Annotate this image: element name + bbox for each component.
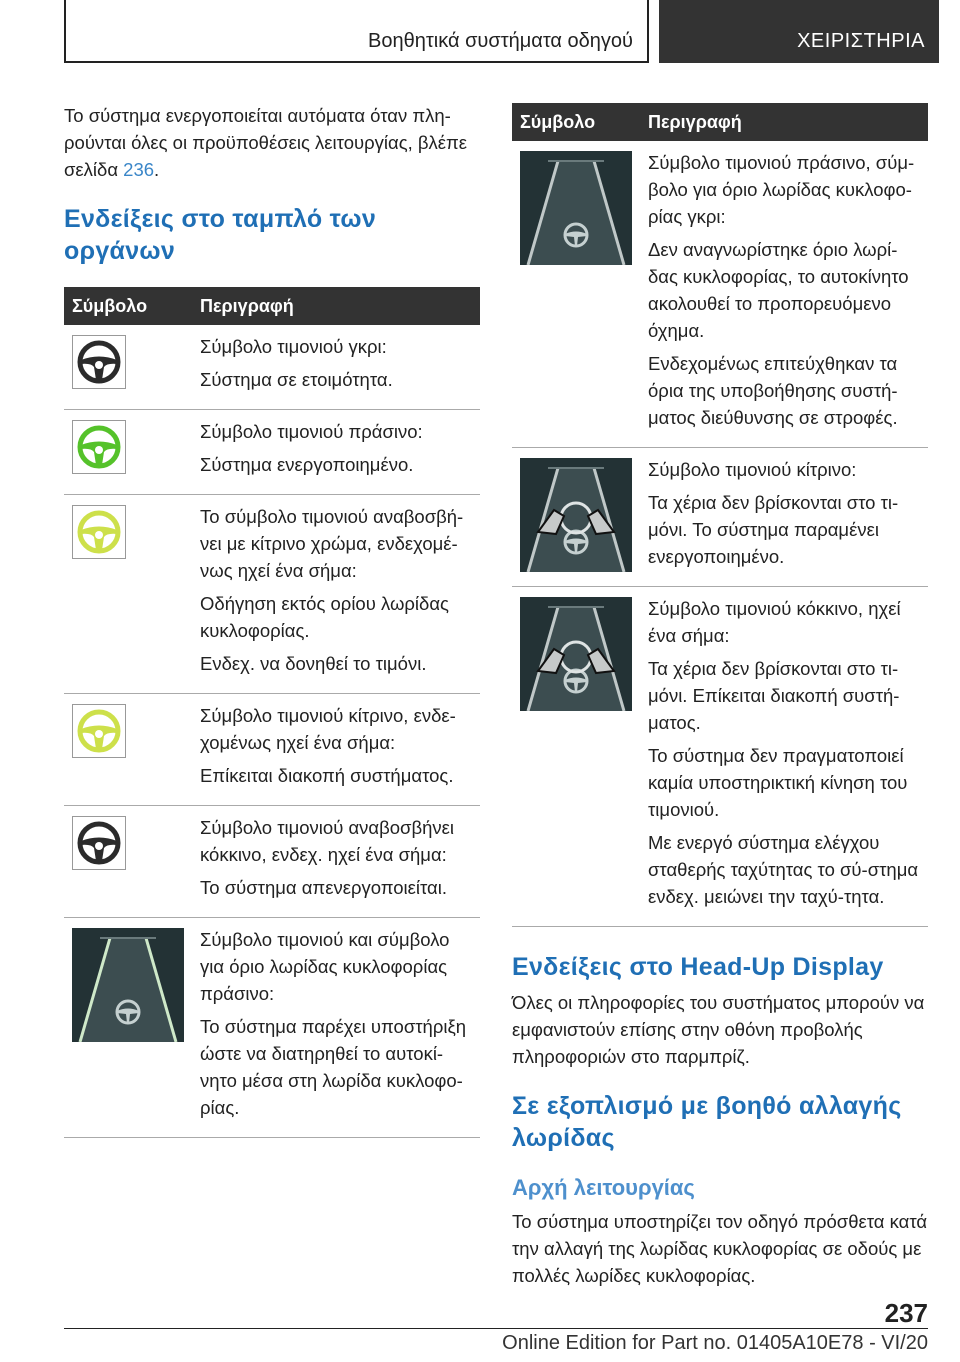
instrument-symbol-table-continued [512, 103, 928, 927]
description-line: Σύστημα ενεργοποιημένο. [200, 454, 414, 475]
intro-text: Το σύστημα ενεργοποιείται αυτόματα όταν πλη-ρούνται όλες οι προϋποθέσεις λειτουργίας, βλέπε σελίδα [64, 105, 468, 180]
description-line: Σύμβολο τιμονιού πράσινο: [200, 421, 423, 442]
steering-wheel-yellow-icon [72, 704, 184, 758]
table-row [64, 325, 480, 410]
description-cell [640, 141, 928, 448]
lane-screen-green-icon [72, 928, 184, 1042]
column-header-symbol: Σύμβολο [512, 103, 640, 141]
instrument-symbol-table [64, 287, 480, 1138]
description-line: Επίκειται διακοπή συστήματος. [200, 765, 454, 786]
table-row [64, 410, 480, 495]
description-line: Το σύστημα απενεργοποιείται. [200, 877, 447, 898]
intro-end: . [154, 159, 160, 180]
description-cell [640, 448, 928, 587]
description-line: Σύμβολο τιμονιού κίτρινο: [648, 459, 857, 480]
description-line: Τα χέρια δεν βρίσκονται στο τι-μόνι. Το σύστημα παραμένει ενεργοποιημένο. [648, 492, 899, 567]
steering-wheel-grey-icon [72, 335, 184, 389]
principle-text: Το σύστημα υποστηρίζει τον οδηγό πρόσθετα κατά την αλλαγή της λωρίδας κυκλοφορίας σε οδούς με πολλές λωρίδες κυκλοφορίας. [512, 1211, 928, 1286]
description-line: Με ενεργό σύστημα ελέγχου σταθερής ταχύτητας το σύ-στημα ενδεχ. μειώνει την ταχύ-τητα. [648, 832, 919, 907]
description-line: Το σύστημα παρέχει υποστήριξη ώστε να διατηρηθεί το αυτοκί-νητο μέσα στη λωρίδα κυκλοφο-ρίας. [200, 1016, 467, 1118]
description-line: Σύμβολο τιμονιού κόκκινο, ηχεί ένα σήμα: [648, 598, 901, 646]
instrument-cluster-heading: Ενδείξεις στο ταμπλό των οργάνων [64, 205, 377, 265]
description-line: Οδήγηση εκτός ορίου λωρίδας κυκλοφορίας. [200, 593, 449, 641]
table-row [512, 587, 928, 927]
table-row [64, 806, 480, 918]
footer-rule [64, 1328, 928, 1329]
symbol-cell [64, 918, 192, 1138]
column-header-description: Περιγραφή [192, 287, 480, 325]
principle-heading: Αρχή λειτουργίας [512, 1175, 695, 1200]
description-line: Ενδεχ. να δονηθεί το τιμόνι. [200, 653, 427, 674]
header-chapter-tab [659, 0, 939, 63]
table-row [64, 694, 480, 806]
table-row [64, 918, 480, 1138]
symbol-cell [512, 587, 640, 927]
symbol-cell [64, 495, 192, 694]
column-header-symbol: Σύμβολο [64, 287, 192, 325]
symbol-cell [512, 448, 640, 587]
symbol-cell [64, 694, 192, 806]
lane-screen-grey-icon [520, 151, 632, 265]
lane-change-heading: Σε εξοπλισμό με βοηθό αλλαγής λωρίδας [512, 1092, 902, 1152]
symbol-cell [64, 806, 192, 918]
description-line: Το σύμβολο τιμονιού αναβοσβή-νει με κίτρινο χρώμα, ενδεχομέ-νως ηχεί ένα σήμα: [200, 506, 464, 581]
intro-paragraph [64, 102, 480, 183]
symbol-cell [64, 410, 192, 495]
description-cell [192, 325, 480, 410]
description-line: Σύμβολο τιμονιού γκρι: [200, 336, 387, 357]
description-line: Σύμβολο τιμονιού και σύμβολο για όριο λωρίδας κυκλοφορίας πράσινο: [200, 929, 450, 1004]
symbol-cell [64, 325, 192, 410]
steering-wheel-green-icon [72, 420, 184, 474]
column-header-description: Περιγραφή [640, 103, 928, 141]
description-line: Σύστημα σε ετοιμότητα. [200, 369, 393, 390]
description-cell [192, 495, 480, 694]
table-row [64, 495, 480, 694]
symbol-cell [512, 141, 640, 448]
footer-edition: Online Edition for Part no. 01405A10E78 - VI/20 [502, 1332, 928, 1354]
hands-on-wheel-red-icon [520, 597, 632, 711]
description-line: Δεν αναγνωρίστηκε όριο λωρί-δας κυκλοφορίας, το αυτοκίνητο ακολουθεί το προπορευόμενο όχημα. [648, 239, 909, 341]
header-chapter-title: ΧΕΙΡΙΣΤΗΡΙΑ [797, 30, 925, 52]
description-cell [192, 806, 480, 918]
description-cell [192, 918, 480, 1138]
description-cell [640, 587, 928, 927]
description-cell [192, 410, 480, 495]
hud-heading: Ενδείξεις στο Head-Up Display [512, 953, 884, 981]
description-line: Σύμβολο τιμονιού αναβοσβήνει κόκκινο, ενδεχ. ηχεί ένα σήμα: [200, 817, 454, 865]
description-line: Τα χέρια δεν βρίσκονται στο τι-μόνι. Επίκειται διακοπή συστή-ματος. [648, 658, 900, 733]
hands-on-wheel-yellow-icon [520, 458, 632, 572]
description-line: Σύμβολο τιμονιού πράσινο, σύμ-βολο για όριο λωρίδας κυκλοφο-ρίας γκρι: [648, 152, 915, 227]
description-cell [192, 694, 480, 806]
steering-wheel-red-blink-icon [72, 816, 184, 870]
hud-text: Όλες οι πληροφορίες του συστήματος μπορούν να εμφανιστούν επίσης στην οθόνη προβολής πληροφοριών στο παρμπρίζ. [512, 992, 925, 1067]
header-section-title: Βοηθητικά συστήματα οδηγού [368, 30, 633, 52]
table-row [512, 448, 928, 587]
description-line: Ενδεχομένως επιτεύχθηκαν τα όρια της υποβοήθησης συστή-ματος διεύθυνσης σε στροφές. [648, 353, 898, 428]
table-row [512, 141, 928, 448]
description-line: Σύμβολο τιμονιού κίτρινο, ενδε-χομένως ηχεί ένα σήμα: [200, 705, 456, 753]
page-number: 237 [884, 1298, 928, 1328]
steering-wheel-yellow-blink-icon [72, 505, 184, 559]
right-column [512, 103, 928, 1289]
description-line: Το σύστημα δεν πραγματοποιεί καμία υποστηρικτική κίνηση του τιμονιού. [648, 745, 908, 820]
left-column [64, 100, 480, 1138]
header-section-tab [64, 0, 649, 63]
page-link[interactable]: 236 [123, 159, 155, 180]
